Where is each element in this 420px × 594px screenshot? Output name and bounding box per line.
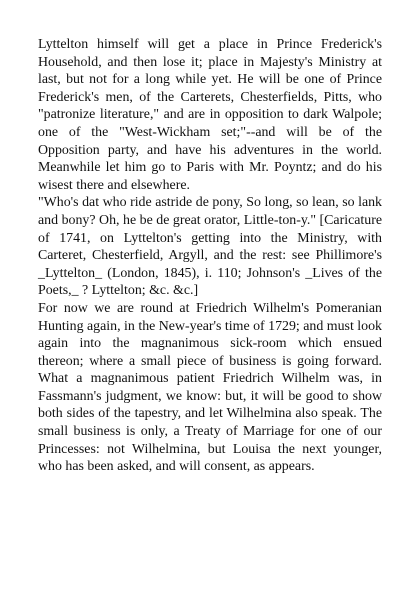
paragraph-caricature-quote: "Who's dat who ride astride de pony, So long, so lean, so lank and bony? Oh, he be de great orator, Little-ton-y." [Caricature of 1741, on Lyttelton's getting into the Ministry, with Carteret, Chesterfield, Argyll, and the rest: see Phillimore's _Lyttelton_ (London, 1845), i. 110; Johnson's _Lives of the Poets,_ ? Lyttelton; &c. &c.]: [38, 195, 382, 299]
paragraph-pomeranian-hunting: For now we are round at Friedrich Wilhelm's Pomeranian Hunting again, in the New-year's time of 1729; and must look again into the magnanimous sick-room which ensued thereon; where a small piece of business is going forward. What a magnanimous patient Friedrich Wilhelm was, in Fassmann's judgment, we know: but, it will be good to show both sides of the tapestry, and let Wilhelmina also speak. The small business is only, a Treaty of Marriage for one of our Princesses: not Wilhelmina, but Louisa the next younger, who has been asked, and will consent, as appears.: [38, 300, 382, 475]
paragraph-lyttelton-career: Lyttelton himself will get a place in Prince Frederick's Household, and then lose it; place in Majesty's Ministry at last, but not for a long while yet. He will be one of Prince Frederick's men, of the Carterets, Chesterfields, Pitts, who "patronize literature," and are in opposition to dark Walpole; one of the "West-Wickham set;"--and will be of the Opposition party, and have his adventures in the world. Meanwhile let him go to Paris with Mr. Poyntz; and do his wisest there and elsewhere.: [38, 37, 382, 193]
document-page: [38, 36, 382, 476]
